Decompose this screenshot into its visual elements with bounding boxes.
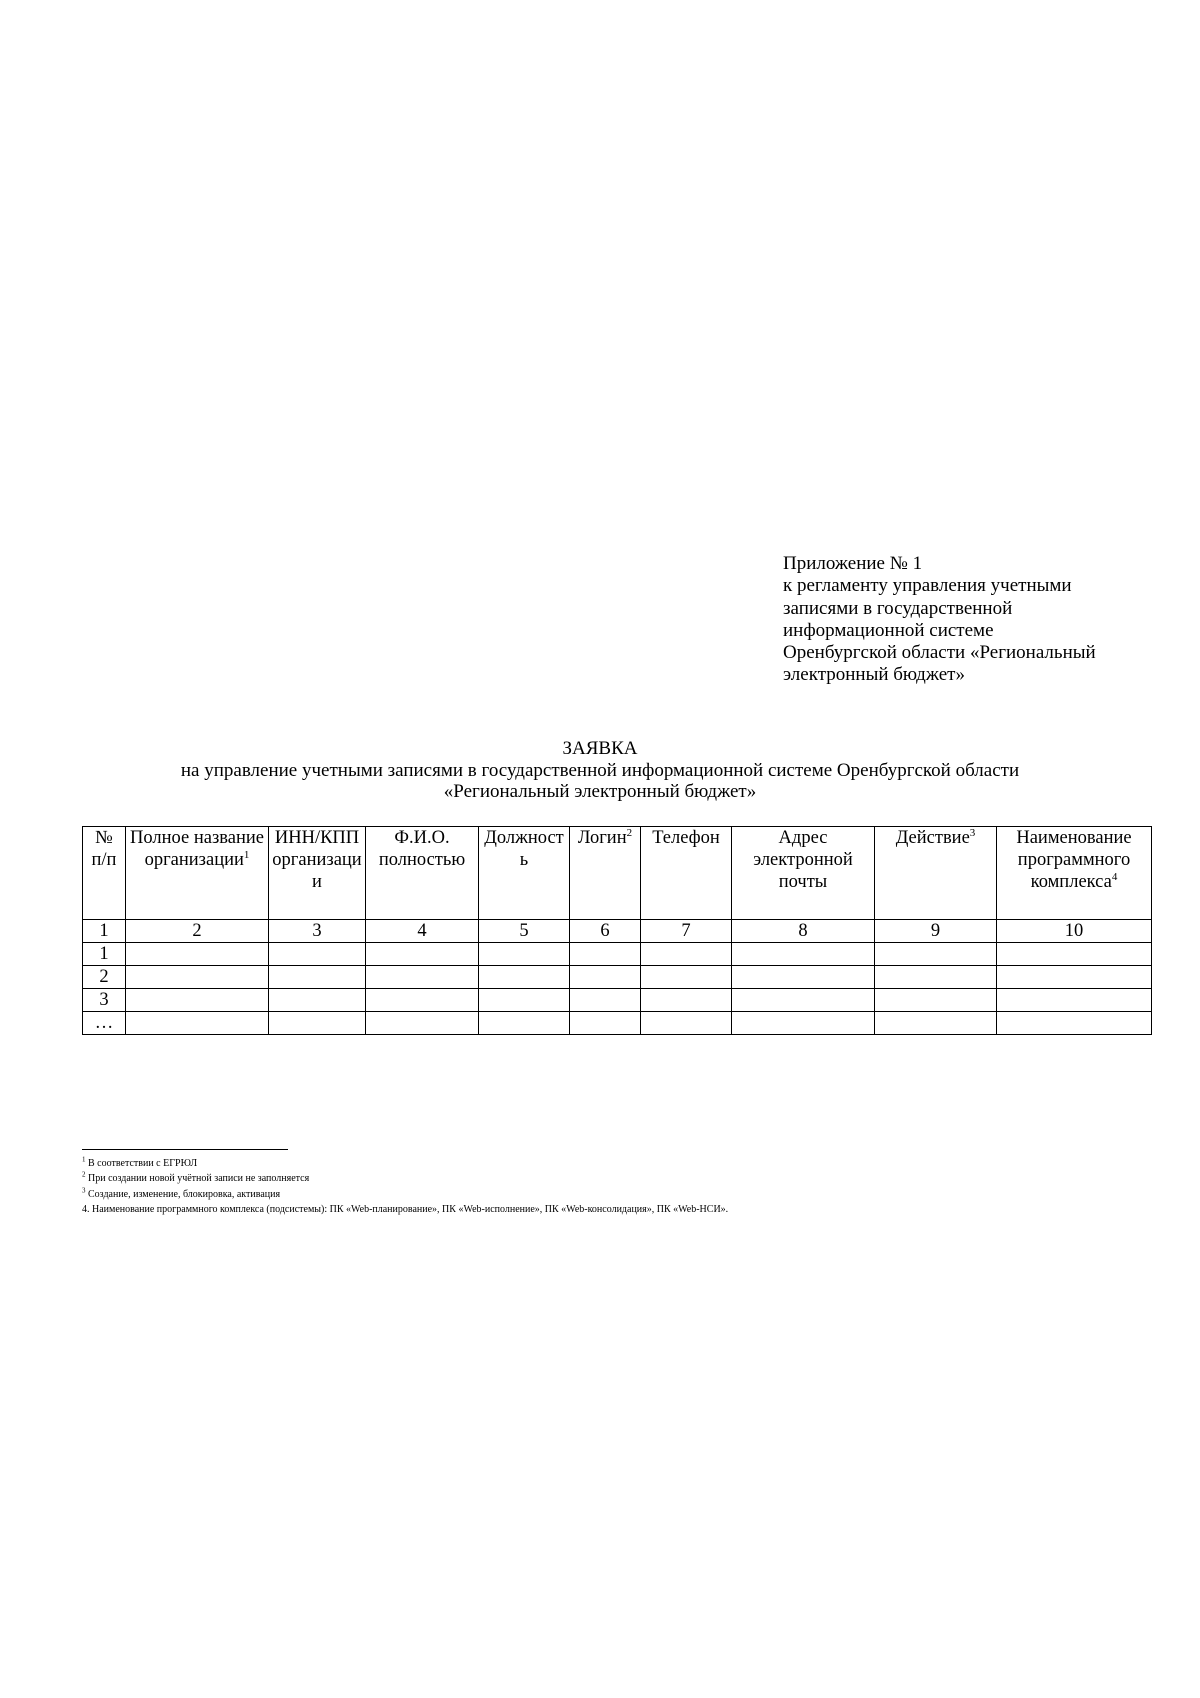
column-number: 5 [479,920,570,943]
table-cell [732,1012,875,1035]
footnote-mark: 1 [82,1155,86,1164]
title-heading: ЗАЯВКА [562,738,638,759]
table-cell [732,943,875,966]
table-cell [126,966,269,989]
appendix-line: информационной системе [783,619,994,641]
header-cell-login: Логин$^2$ [570,827,641,920]
table-cell [875,1012,997,1035]
table-cell [269,989,366,1012]
header-cell-inn-kpp: ИНН/КПП организации [269,827,366,920]
appendix-line: записями в государственной [783,597,1013,619]
row-number: 1 [83,943,126,966]
column-number: 1 [83,920,126,943]
document-title [0,738,1200,803]
header-cell-number: № п/п [83,827,126,920]
row-number: 2 [83,966,126,989]
table-cell [366,1012,479,1035]
table-cell [732,966,875,989]
table-cell [126,943,269,966]
table-row [83,1012,1152,1035]
footnote-text: В соответствии с ЕГРЮЛ [88,1158,198,1169]
column-number: 2 [126,920,269,943]
table-cell [479,943,570,966]
footnote-text: Создание, изменение, блокировка, активация [88,1188,281,1200]
title-line: на управление учетными записями в государственной информационной системе Оренбургской области [180,759,1020,781]
header-cell-full-name: Ф.И.О. полностью [366,827,479,920]
column-number: 7 [641,920,732,943]
table-cell [641,966,732,989]
column-number: 8 [732,920,875,943]
header-cell-software: Наименование программного комплекса$^4$ [997,827,1152,920]
footnote-mark: 2 [82,1170,86,1179]
footnote [82,1156,1082,1171]
header-cell-email: Адрес электронной почты [732,827,875,920]
footnote [82,1202,1082,1217]
column-number: 3 [269,920,366,943]
header-cell-action: Действие$^3$ [875,827,997,920]
title-line: «Региональный электронный бюджет» [443,781,757,802]
footnote [82,1171,1082,1186]
table-cell [997,1012,1152,1035]
table-cell [570,966,641,989]
footnote-mark: 4. [82,1203,90,1215]
column-number: 9 [875,920,997,943]
appendix-line: Оренбургской области «Региональный [783,642,1096,664]
table-cell [126,989,269,1012]
table-cell [997,966,1152,989]
table-cell [997,989,1152,1012]
column-number-row [83,920,1152,943]
column-number: 10 [997,920,1152,943]
table-cell [732,989,875,1012]
table-cell [570,943,641,966]
footnote-text: Наименование программного комплекса (подсистемы): ПК «Web-планирование», ПК «Web-исполнение», ПК «Web-консолидация», ПК «Web-НСИ». [92,1203,729,1215]
table-cell [269,943,366,966]
table-cell [479,966,570,989]
table-row [83,989,1152,1012]
appendix-line: электронный бюджет» [783,664,965,686]
table-cell [641,989,732,1012]
header-row [83,827,1152,920]
table-cell [875,966,997,989]
table-cell [126,1012,269,1035]
footnote-mark: 3 [82,1186,86,1195]
table-cell [479,989,570,1012]
footnotes [82,1156,1082,1217]
request-table [82,826,1152,1035]
row-number: 3 [83,989,126,1012]
table-row [83,966,1152,989]
table-cell [366,989,479,1012]
column-number: 6 [570,920,641,943]
table-row [83,943,1152,966]
footnote-separator [82,1149,288,1150]
footnote-text: При создании новой учётной записи не заполняется [88,1173,310,1185]
header-cell-phone: Телефон [641,827,732,920]
table-cell [641,943,732,966]
table-cell [366,966,479,989]
table-cell [875,943,997,966]
header-cell-organization: Полное название организации$^1$ [126,827,269,920]
table-cell [570,989,641,1012]
table-cell [269,966,366,989]
footnote [82,1187,1082,1202]
header-cell-position: Должность [479,827,570,920]
table-cell [641,1012,732,1035]
column-number: 4 [366,920,479,943]
appendix-line: Приложение № 1 [783,553,923,574]
table-cell [997,943,1152,966]
table-cell [366,943,479,966]
table-cell [875,989,997,1012]
appendix-line: к регламенту управления учетными [783,575,1072,597]
table-cell [269,1012,366,1035]
table-cell [570,1012,641,1035]
row-number: … [83,1012,126,1035]
appendix-block [783,553,1183,687]
table-cell [479,1012,570,1035]
